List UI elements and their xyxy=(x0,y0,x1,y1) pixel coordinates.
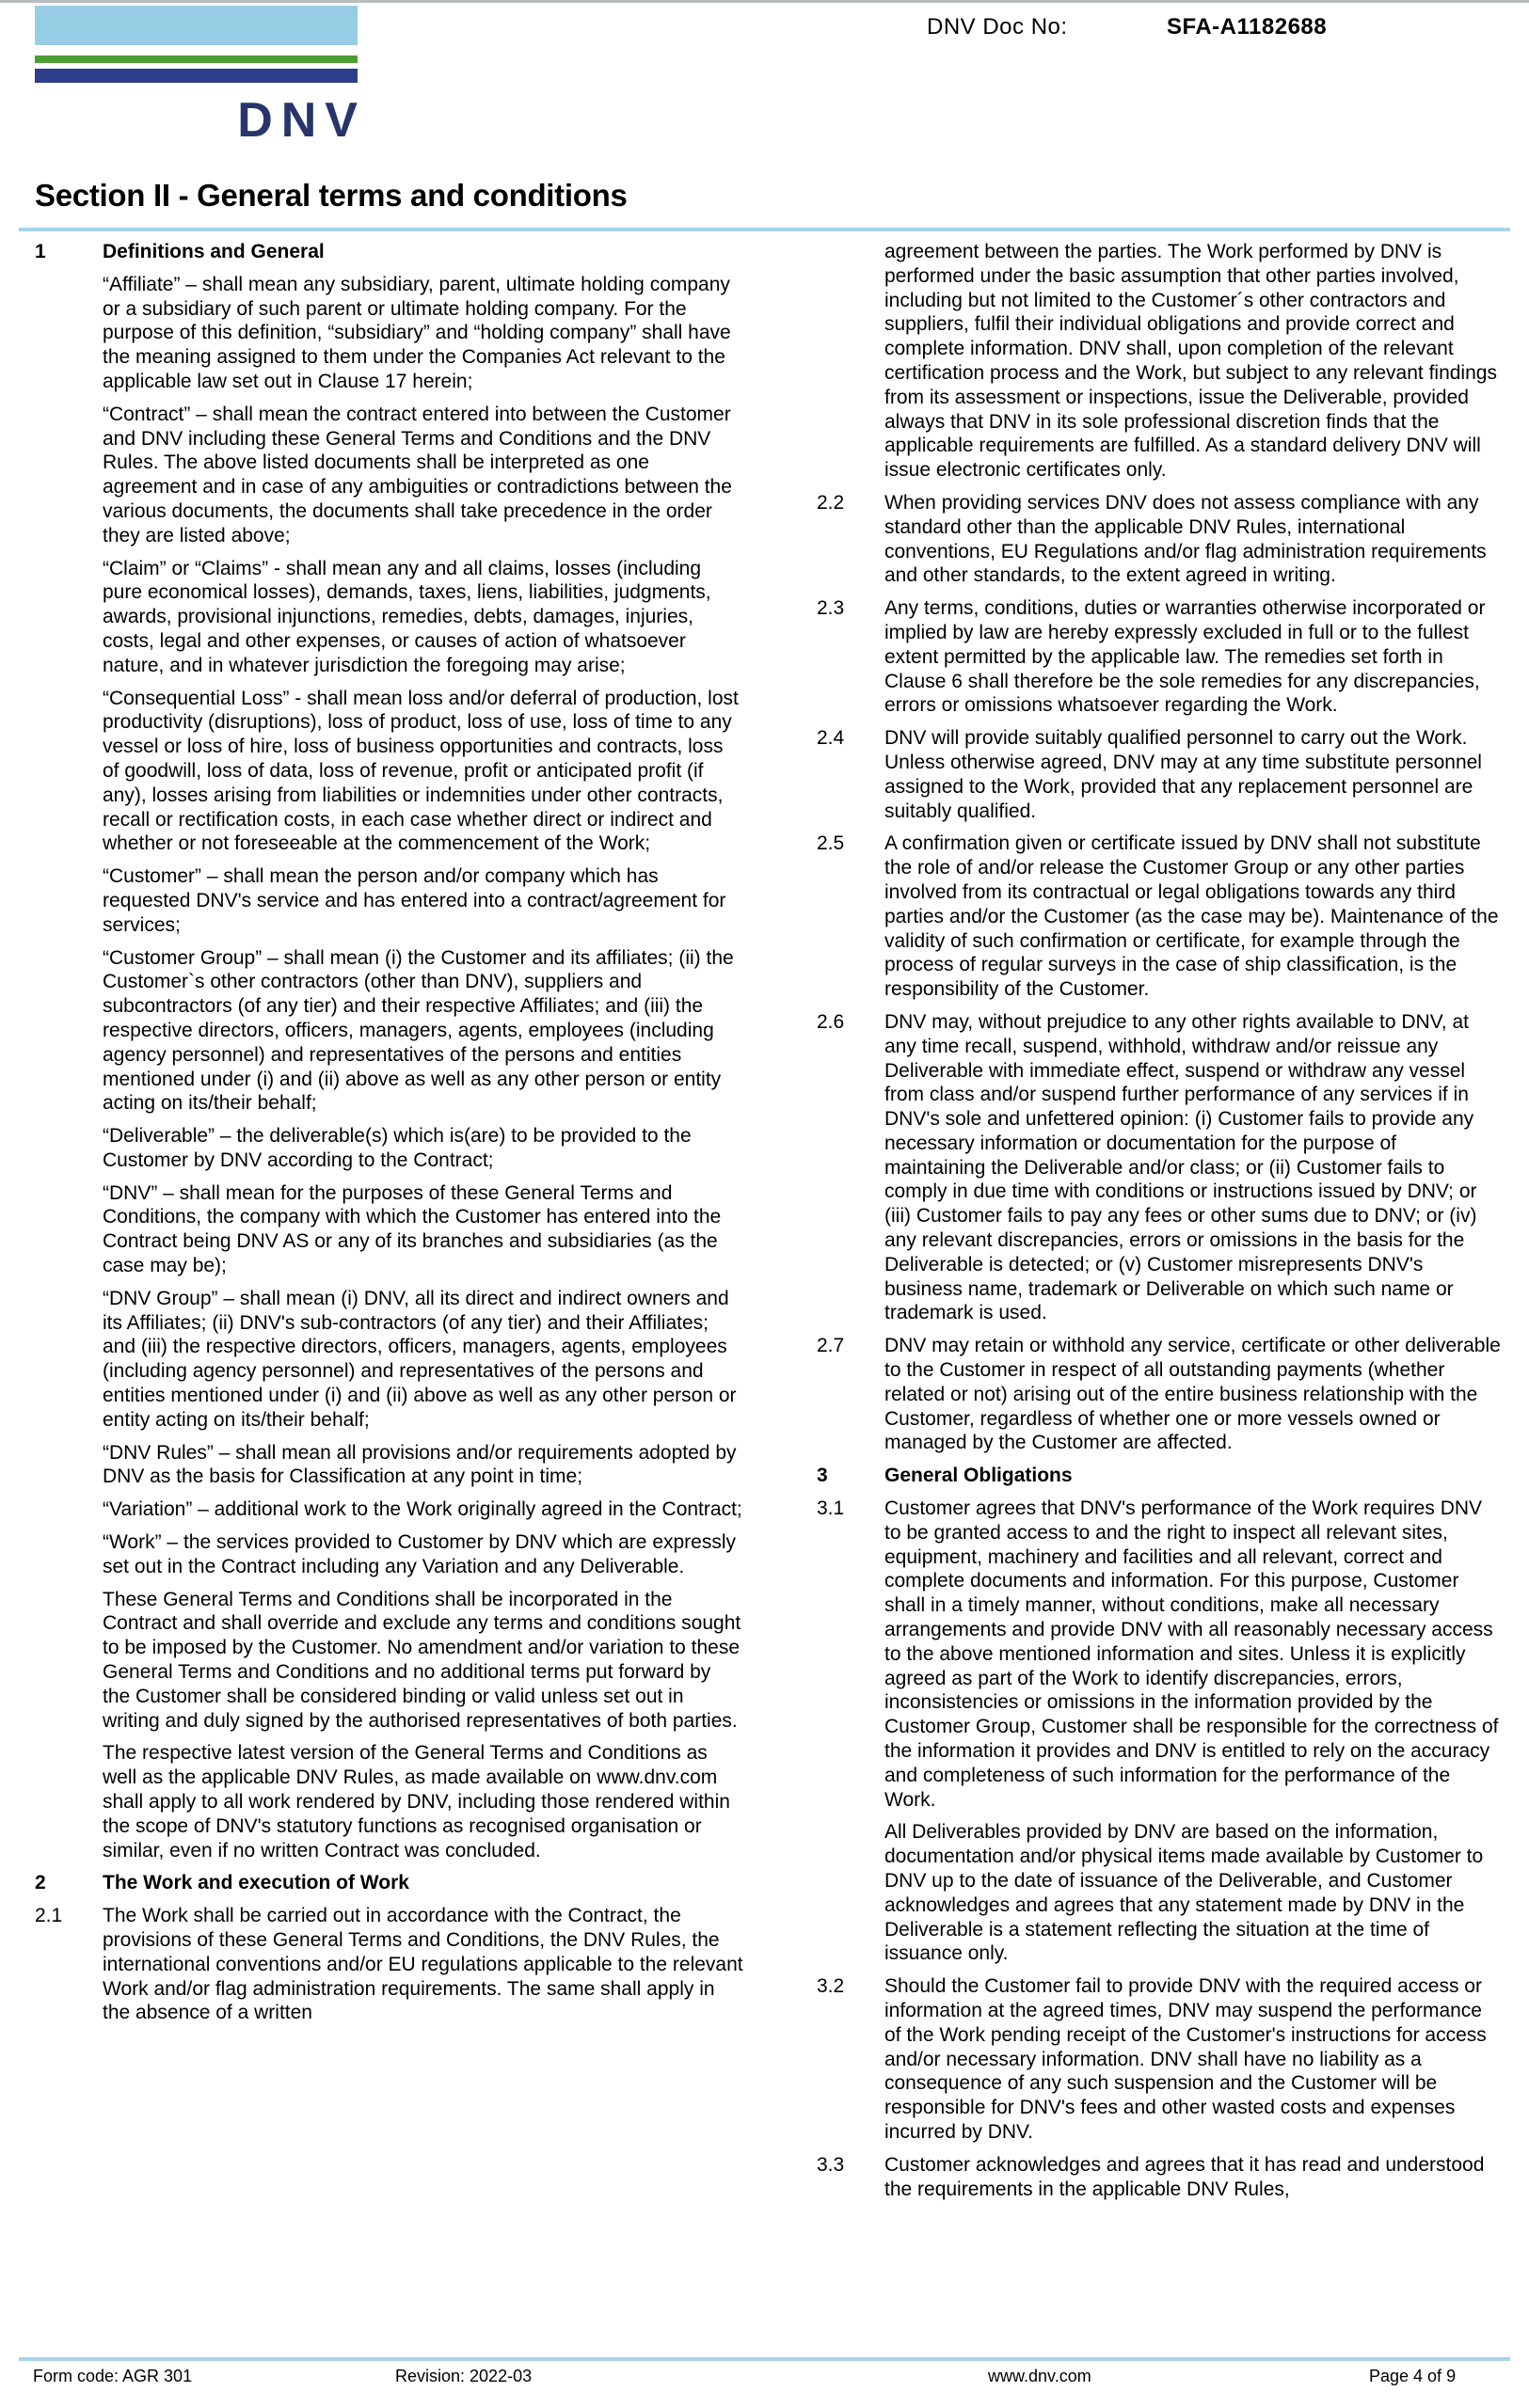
section-heading xyxy=(35,1871,743,1895)
clause-text: The Work and execution of Work xyxy=(103,1872,409,1894)
clause-number: 2 xyxy=(35,1872,46,1894)
clause-paragraph xyxy=(35,1588,743,1734)
clause-text: “Work” – the services provided to Customer by DNV which are expressly set out in the Contract including any Variation and any Deliverable. xyxy=(103,1531,737,1577)
clause-text: agreement between the parties. The Work performed by DNV is performed under the basic assumption that other parties involved, including but not limited to the Customer´s other contractors and suppliers, fulfil their individual obligations and provide correct and complete information. DNV shall, upon completion of the relevant certification process and the Work, but subject to any relevant findings from its assessment or inspections, issue the Deliverable, provided always that DNV in its sole professional discretion finds that the applicable requirements are fulfilled. As a standard delivery DNV will issue electronic certificates only. xyxy=(884,241,1497,482)
clause-number xyxy=(35,1124,103,1173)
title-divider xyxy=(19,228,1510,231)
clause-number xyxy=(35,946,103,1117)
logo-band-lightblue-icon xyxy=(35,6,358,45)
footer-form-code: Form code: AGR 301 xyxy=(33,2367,193,2385)
clause-text: Any terms, conditions, duties or warranties otherwise incorporated or implied by law are hereby expressly excluded in full or to the fullest extent permitted by the applicable law. The remedies set forth in Clause 6 shall therefore be the sole remedies for any discrepancies, errors or omissions whatsoever regarding the Work. xyxy=(884,597,1486,717)
clause-text: Customer agrees that DNV's performance of the Work requires DNV to be granted access to and the right to inspect all relevant sites, equipment, machinery and facilities and all relevant, correct and complete documents and information. For this purpose, Customer shall in a timely manner, without conditions, make all necessary arrangements and provide DNV with all reasonably necessary access to the above mentioned information and sites. Unless it is explicitly agreed as part of the Work to identify discrepancies, errors, inconsistencies or omissions in the information provided by the Customer Group, Customer shall be responsible for the correctness of the information it provides and DNV is entitled to rely on the accuracy and completeness of such information for the performance of the Work. xyxy=(884,1497,1499,1811)
clause-text: The respective latest version of the General Terms and Conditions as well as the applicable DNV Rules, as made available on www.dnv.com shall apply to all work rendered by DNV, including those rendered within the scope of DNV's statutory functions as recognised organisation or similar, even if no written Contract was concluded. xyxy=(103,1742,730,1861)
clause-number: 1 xyxy=(35,241,46,262)
clause-number: 3.2 xyxy=(817,1975,845,1998)
clause-number xyxy=(35,1441,103,1490)
clause-paragraph xyxy=(817,1820,1501,1966)
clause-number: 3.1 xyxy=(817,1497,845,1520)
clause-text: “DNV Group” – shall mean (i) DNV, all its direct and indirect owners and its Affiliates; (ii) DNV's sub-contractors (of any tier) and their Affiliates; and (iii) the respective directors, officers, managers, agents, employees (including agency personnel) and representatives of the persons and entities mentioned under (i) and (ii) above as well as any other person or entity acting on its/their behalf; xyxy=(103,1287,737,1431)
clause-number xyxy=(35,403,103,548)
clause-paragraph xyxy=(35,403,743,548)
logo-band-green-icon xyxy=(35,55,358,63)
clause-paragraph xyxy=(35,1441,743,1490)
clause-paragraph xyxy=(817,1497,1501,1812)
clause-paragraph xyxy=(817,596,1501,718)
footer-page-number: Page 4 of 9 xyxy=(1369,2367,1457,2385)
clause-number xyxy=(35,687,103,857)
clause-number xyxy=(35,1181,103,1278)
doc-no-label: DNV Doc No: xyxy=(927,14,1068,40)
section-heading xyxy=(35,240,743,264)
clause-paragraph xyxy=(817,240,1501,483)
clause-text: These General Terms and Conditions shall be incorporated in the Contract and shall override and exclude any terms and conditions sought to be imposed by the Customer. No amendment and/or variation to these General Terms and Conditions and no additional terms put forward by the Customer shall be considered binding or valid unless set out in writing and duly signed by the authorised representatives of both parties. xyxy=(103,1588,741,1732)
clause-number xyxy=(35,273,103,394)
logo-band-navy-icon xyxy=(35,69,358,83)
clause-number xyxy=(35,557,103,678)
clause-number xyxy=(35,1287,103,1433)
clause-text: “DNV Rules” – shall mean all provisions and/or requirements adopted by DNV as the basis for Classification at any point in time; xyxy=(103,1441,737,1488)
clause-text: “Deliverable” – the deliverable(s) which is(are) to be provided to the Customer by DNV according to the Contract; xyxy=(103,1125,692,1171)
clause-paragraph xyxy=(817,2153,1501,2202)
clause-text: “Affiliate” – shall mean any subsidiary, parent, ultimate holding company or a subsidiary of such parent or ultimate holding company. For the purpose of this definition, “subsidiary” and “holding company” shall have the meaning assigned to them under the Companies Act relevant to the applicable law set out in Clause 17 herein; xyxy=(103,273,731,392)
footer-divider xyxy=(19,2357,1510,2361)
clause-paragraph xyxy=(35,1181,743,1278)
clause-paragraph xyxy=(35,1497,743,1522)
clause-paragraph xyxy=(35,864,743,937)
clause-number xyxy=(35,1588,103,1734)
clause-paragraph xyxy=(817,726,1501,823)
clause-number: 3.3 xyxy=(817,2153,845,2176)
right-column xyxy=(817,240,1501,2210)
clause-number: 3 xyxy=(817,1465,828,1487)
clause-paragraph xyxy=(35,1530,743,1579)
clause-number xyxy=(35,1530,103,1579)
clause-text: DNV may, without prejudice to any other rights available to DNV, at any time recall, suspend, withhold, withdraw and/or reissue any Deliverable with immediate effect, suspend or withdraw any vessel from class and/or suspend further performance of any services if in DNV's sole and unfettered opinion: (i) Customer fails to provide any necessary information or documentation for the purpose of maintaining the Deliverable and/or class; or (ii) Customer fails to comply in due time with conditions or instructions issued by DNV; or (iii) Customer fails to pay any fees or other sums due to DNV; or (iv) any relevant discrepancies, errors or omissions in the basis for the Deliverable is detected; or (v) Customer misrepresents DNV's business name, trademark or Deliverable on which such name or trademark is used. xyxy=(884,1010,1477,1324)
clause-number: 2.2 xyxy=(817,491,845,514)
left-column xyxy=(35,240,743,2034)
page-title: Section II - General terms and conditions xyxy=(35,178,628,213)
clause-text: The Work shall be carried out in accordance with the Contract, the provisions of these General Terms and Conditions, the DNV Rules, the international conventions and/or EU regulations applicable to the relevant Work and/or flag administration requirements. The same shall apply in the absence of a written xyxy=(103,1905,743,2024)
clause-paragraph xyxy=(817,1974,1501,2145)
clause-text: “Customer” – shall mean the person and/or company which has requested DNV's service and has entered into a contract/agreement for services; xyxy=(103,865,726,936)
clause-text: “Customer Group” – shall mean (i) the Customer and its affiliates; (ii) the Customer`s other contractors (other than DNV), suppliers and subcontractors (of any tier) and their respective Affiliates; and (iii) the respective directors, officers, managers, agents, employees (including agency personnel) and representatives of the persons and entities mentioned under (i) and (ii) above as well as any other person or entity acting on its/their behalf; xyxy=(103,946,734,1115)
clause-number: 2.6 xyxy=(817,1010,845,1033)
clause-paragraph xyxy=(35,1741,743,1862)
clause-paragraph xyxy=(35,1287,743,1433)
doc-no-value: SFA-A1182688 xyxy=(1167,14,1328,40)
clause-number xyxy=(35,864,103,937)
footer-revision: Revision: 2022-03 xyxy=(395,2367,533,2385)
clause-paragraph xyxy=(35,687,743,857)
clause-paragraph xyxy=(35,1124,743,1173)
clause-number xyxy=(35,1497,103,1522)
clause-text: Definitions and General xyxy=(103,241,325,262)
dnv-logo xyxy=(35,6,366,148)
clause-paragraph xyxy=(817,1010,1501,1325)
clause-paragraph xyxy=(35,273,743,394)
clause-text: When providing services DNV does not assess compliance with any standard other than the applicable DNV Rules, international conventions, EU Regulations and/or flag administration requirements and other standards, to the extent agreed in writing. xyxy=(884,491,1487,587)
clause-paragraph xyxy=(817,491,1501,588)
clause-text: Should the Customer fail to provide DNV with the required access or information at the agreed times, DNV may suspend the performance of the Work pending receipt of the Customer's instructions for access and/or necessary information. DNV shall have no liability as a consequence of any such suspension and the Customer will be responsible for DNV's fees and other wasted costs and expenses incurred by DNV. xyxy=(884,1975,1487,2143)
clause-text: A confirmation given or certificate issued by DNV shall not substitute the role of and/or release the Customer Group or any other parties involved from its contractual or legal obligations towards any third parties and/or the Customer (as the case may be). Maintenance of the validity of such confirmation or certificate, for example through the process of regular surveys in the case of ship classification, is the responsibility of the Customer. xyxy=(884,832,1499,1001)
clause-paragraph xyxy=(35,557,743,678)
clause-text: “DNV” – shall mean for the purposes of these General Terms and Conditions, the company with which the Customer has entered into the Contract being DNV AS or any of its branches and subsidiaries (as the case may be); xyxy=(103,1181,722,1277)
clause-number xyxy=(817,240,884,483)
clause-number: 2.3 xyxy=(817,597,845,620)
clause-paragraph xyxy=(35,946,743,1117)
clause-number: 2.5 xyxy=(817,832,845,855)
clause-number: 2.7 xyxy=(817,1335,845,1357)
clause-text: Customer acknowledges and agrees that it has read and understood the requirements in the applicable DNV Rules, xyxy=(884,2153,1485,2200)
clause-text: General Obligations xyxy=(884,1465,1073,1487)
clause-paragraph xyxy=(35,1904,743,2025)
clause-text: DNV may retain or withhold any service, certificate or other deliverable to the Customer in respect of all outstanding payments (whether related or not) arising out of the entire business relationship with the Customer, regardless of whether one or more vessels owned or managed by the Customer are affected. xyxy=(884,1335,1501,1454)
clause-text: All Deliverables provided by DNV are based on the information, documentation and/or physical items made available by Customer to DNV up to the date of issuance of the Deliverable, and Customer acknowledges and agrees that any statement made by DNV in the Deliverable is a statement reflecting the situation at the time of issuance only. xyxy=(884,1821,1484,1965)
footer-website: www.dnv.com xyxy=(988,2367,1091,2385)
clause-number: 2.4 xyxy=(817,727,845,750)
clause-paragraph xyxy=(817,1334,1501,1455)
clause-text: “Consequential Loss” - shall mean loss and/or deferral of production, lost productivity (disruptions), loss of product, loss of use, loss of time to any vessel or loss of hire, loss of business opportunities and contracts, loss of goodwill, loss of data, loss of revenue, profit or anticipated profit (if any), losses arising from liabilities or indemnities under other contracts, recall or rectification costs, in each case whether direct or indirect and whether or not foreseeable at the commencement of the Work; xyxy=(103,687,739,855)
clause-number xyxy=(817,1820,884,1966)
clause-text: “Contract” – shall mean the contract entered into between the Customer and DNV including these General Terms and Conditions and the DNV Rules. The above listed documents shall be interpreted as one agreement and in case of any ambiguities or contradictions between the various documents, the documents shall take precedence in the order they are listed above; xyxy=(103,403,732,547)
clause-text: DNV will provide suitably qualified personnel to carry out the Work. Unless otherwise agreed, DNV may at any time substitute personnel assigned to the Work, provided that any replacement personnel are suitably qualified. xyxy=(884,727,1482,822)
clause-text: “Claim” or “Claims” - shall mean any and all claims, losses (including pure economical losses), demands, taxes, liens, liabilities, judgments, awards, provisional injunctions, remedies, debts, damages, injuries, costs, legal and other expenses, or causes of action of whatsoever nature, and in whatever jurisdiction the foregoing may arise; xyxy=(103,557,711,676)
dnv-wordmark: DNV xyxy=(237,93,366,148)
clause-number xyxy=(35,1741,103,1862)
clause-paragraph xyxy=(817,832,1501,1002)
section-heading xyxy=(817,1464,1501,1488)
clause-text: “Variation” – additional work to the Work originally agreed in the Contract; xyxy=(103,1498,742,1521)
clause-number: 2.1 xyxy=(35,1905,63,1927)
